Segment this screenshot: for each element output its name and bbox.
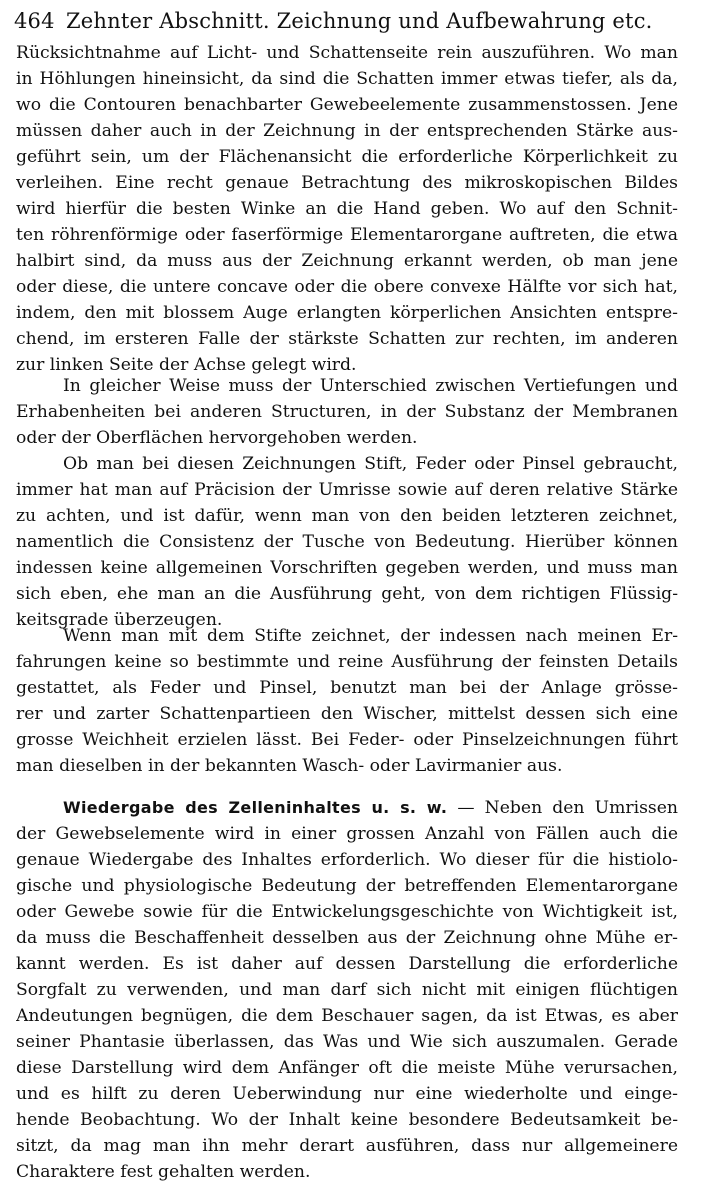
text-line: grosse Weichheit erzielen lässt. Bei Feder- oder Pinselzeichnungen führt <box>16 730 678 750</box>
text-line: diese Darstellung wird dem Anfänger oft die meiste Mühe verursachen, <box>16 1058 678 1078</box>
text-line: da muss die Beschaffenheit desselben aus der Zeichnung ohne Mühe er- <box>16 928 678 948</box>
text-line: kannt werden. Es ist daher auf dessen Darstellung die erforderliche <box>16 954 678 974</box>
text-line: seiner Phantasie überlassen, das Was und Wie sich auszumalen. Gerade <box>16 1032 678 1052</box>
text-line: gestattet, als Feder und Pinsel, benutzt man bei der Anlage grösse- <box>16 678 678 698</box>
paragraph-3 <box>16 451 678 633</box>
text-line: hende Beobachtung. Wo der Inhalt keine besondere Bedeutsamkeit be- <box>16 1110 678 1130</box>
text-line: indessen keine allgemeinen Vorschriften gegeben werden, und muss man <box>16 558 678 578</box>
text-line: gische und physiologische Bedeutung der betreffenden Elementarorgane <box>16 876 678 896</box>
text-line: Rücksichtnahme auf Licht- und Schattenseite rein auszuführen. Wo man <box>16 43 678 63</box>
text-line: Charaktere fest gehalten werden. <box>16 1162 311 1182</box>
text-line: geführt sein, um der Flächenansicht die erforderliche Körperlichkeit zu <box>16 147 678 167</box>
text-line: Ob man bei diesen Zeichnungen Stift, Feder oder Pinsel gebraucht, <box>63 454 678 474</box>
text-line: und es hilft zu deren Ueberwindung nur eine wiederholte und einge- <box>16 1084 678 1104</box>
text-line: wo die Contouren benachbarter Gewebeelemente zusammenstossen. Jene <box>16 95 678 115</box>
text-line: genaue Wiedergabe des Inhaltes erforderlich. Wo dieser für die histiolo- <box>16 850 678 870</box>
paragraph-1 <box>16 40 678 378</box>
text-line: Sorgfalt zu verwenden, und man darf sich nicht mit einigen flüchtigen <box>16 980 678 1000</box>
text-line: ten röhrenförmige oder faserförmige Elementarorgane auftreten, die etwa <box>16 225 678 245</box>
heading-line-rest: — Neben den Umrissen <box>457 798 678 818</box>
page-number: 464 <box>14 9 55 33</box>
text-line: in Höhlungen hineinsicht, da sind die Schatten immer etwas tiefer, als da, <box>16 69 678 89</box>
text-line: zu achten, und ist dafür, wenn man von den beiden letzteren zeichnet, <box>16 506 678 526</box>
text-line: sich eben, ehe man an die Ausführung geht, von dem richtigen Flüssig- <box>16 584 678 604</box>
page-header <box>14 6 694 36</box>
paragraph-2 <box>16 373 678 451</box>
text-line: sitzt, da mag man ihn mehr derart ausführen, dass nur allgemeinere <box>16 1136 678 1156</box>
text-line: müssen daher auch in der Zeichnung in der entsprechenden Stärke aus- <box>16 121 678 141</box>
text-line: man dieselben in der bekannten Wasch- oder Lavirmanier aus. <box>16 756 563 776</box>
text-line: rer und zarter Schattenpartieen den Wischer, mittelst dessen sich eine <box>16 704 678 724</box>
text-line: indem, den mit blossem Auge erlangten körperlichen Ansichten entspre- <box>16 303 678 323</box>
text-line: immer hat man auf Präcision der Umrisse sowie auf deren relative Stärke <box>16 480 678 500</box>
text-line: halbirt sind, da muss aus der Zeichnung erkannt werden, ob man jene <box>16 251 678 271</box>
text-line: der Gewebselemente wird in einer grossen Anzahl von Fällen auch die <box>16 824 678 844</box>
paragraph-5 <box>16 795 678 1185</box>
text-line: Erhabenheiten bei anderen Structuren, in der Substanz der Membranen <box>16 402 678 422</box>
text-line: namentlich die Consistenz der Tusche von Bedeutung. Hierüber können <box>16 532 678 552</box>
text-line: zur linken Seite der Achse gelegt wird. <box>16 355 357 375</box>
text-line: verleihen. Eine recht genaue Betrachtung des mikroskopischen Bildes <box>16 173 678 193</box>
text-line: chend, im ersteren Falle der stärkste Schatten zur rechten, im anderen <box>16 329 678 349</box>
section-heading-line <box>16 795 678 821</box>
section-heading: Wiedergabe des Zelleninhaltes u. s. w. <box>63 798 448 817</box>
running-head: Zehnter Abschnitt. Zeichnung und Aufbewahrung etc. <box>66 9 653 33</box>
text-line: oder diese, die untere concave oder die obere convexe Hälfte vor sich hat, <box>16 277 678 297</box>
paragraph-4 <box>16 623 678 779</box>
text-line: In gleicher Weise muss der Unterschied zwischen Vertiefungen und <box>63 376 678 396</box>
text-line: keitsgrade überzeugen. <box>16 610 223 630</box>
text-line: wird hierfür die besten Winke an die Hand geben. Wo auf den Schnit- <box>16 199 678 219</box>
text-line: Andeutungen begnügen, die dem Beschauer sagen, da ist Etwas, es aber <box>16 1006 678 1026</box>
text-line: oder Gewebe sowie für die Entwickelungsgeschichte von Wichtigkeit ist, <box>16 902 678 922</box>
text-line: oder der Oberflächen hervorgehoben werden. <box>16 428 418 448</box>
text-line: Wenn man mit dem Stifte zeichnet, der indessen nach meinen Er- <box>63 626 678 646</box>
text-line: fahrungen keine so bestimmte und reine Ausführung der feinsten Details <box>16 652 678 672</box>
